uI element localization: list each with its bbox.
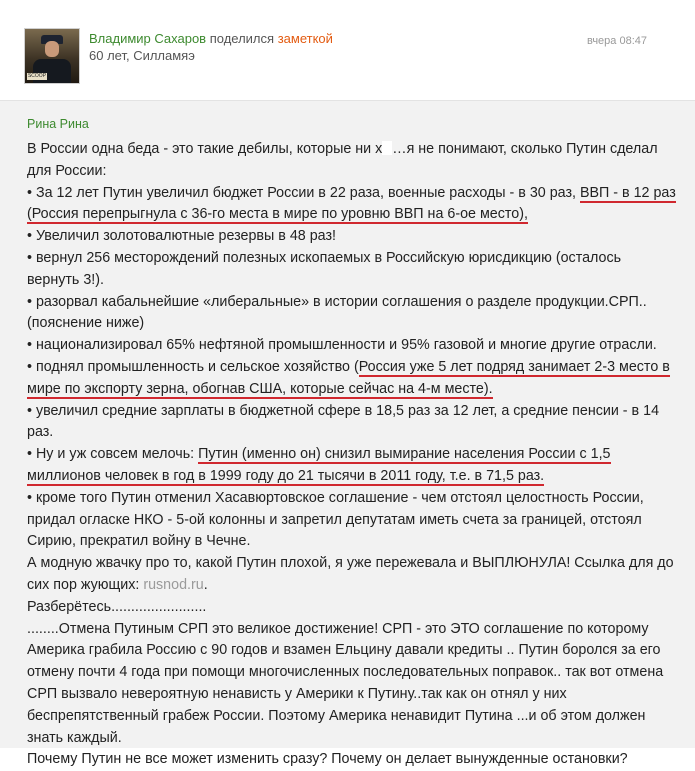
share-action: поделился — [209, 31, 275, 46]
underlined-text: Путин (именно он) снизил вымирание населения России с 1,5 миллионов человек в год в 1999 году до 21 тысячи в 2011 году, т.е. в 71,5 раз. — [27, 446, 611, 484]
note-line: • вернул 256 месторождений полезных ископаемых в Российскую юрисдикцию (осталось вернуть 3!). — [27, 249, 622, 288]
censor-mark — [382, 141, 392, 155]
timestamp: вчера 08:47 — [586, 35, 647, 47]
note-text — [27, 139, 677, 771]
poster-subtitle: 60 лет, Силламяэ — [89, 48, 195, 63]
note-line: ........Отмена Путиным СРП это великое достижение! СРП - это ЭТО соглашение по которому Америка грабила Россию с 90 годов и взамен Ельцину давали кредиты .. Путин боролся за его отмену почти 4 года при помощи многочисленных последовательных поправок.. так вот отмена СРП вызвало невероятную ненависть у Америки к Путину..так как он отнял у них беспрепятственный грабеж России. Поэтому Америка ненавидит Путина ...и об этом должен знать каждый. — [27, 620, 664, 746]
note-line: • За 12 лет Путин увеличил бюджет России в 22 раза, военные расходы - в 30 раз, ВВП - в 12 раз (Россия перепрыгнула с 36-го места в мире по уровню ВВП на 6-ое место), — [27, 184, 676, 223]
note-line: • разорвал кабальнейшие «либеральные» в истории соглашения о разделе продукции.СРП.. (пояснение ниже) — [27, 293, 647, 332]
note-line: Разберётесь........................ — [27, 598, 207, 615]
shared-note-link[interactable]: заметкой — [277, 31, 333, 46]
underlined-text: ВВП - в 12 раз (Россия перепрыгнула с 36-го места в мире по уровню ВВП на 6-ое место), — [27, 184, 676, 223]
note-line: А модную жвачку про то, какой Путин плохой, я уже пережевала и ВЫПЛЮНУЛА! Ссылка для до сих пор жующих: rusnod.ru. — [27, 555, 674, 593]
poster-name-link[interactable]: Владимир Сахаров — [89, 31, 207, 46]
note-line: • Увеличил золотовалютные резервы в 48 раз! — [27, 228, 336, 245]
note-line: В России одна беда - это такие дебилы, которые ни х …я не понимают, сколько Путин сделал для России: — [27, 141, 658, 179]
note-author-link[interactable]: Рина Рина — [27, 117, 89, 131]
post-header — [0, 0, 695, 100]
rusnod-link[interactable]: rusnod.ru — [143, 576, 204, 593]
note-line: • Ну и уж совсем мелочь: Путин (именно он) снизил вымирание населения России с 1,5 миллионов человек в год в 1999 году до 21 тысячи в 2011 году, т.е. в 71,5 раз. — [27, 446, 611, 484]
shared-note — [0, 100, 695, 768]
avatar-badge: SCOOP — [27, 73, 47, 79]
poster-line — [89, 31, 333, 46]
note-line: Почему Путин не все может изменить сразу? Почему он делает вынужденные остановки? — [27, 751, 628, 768]
avatar[interactable] — [24, 28, 80, 84]
avatar-face — [45, 41, 59, 57]
underlined-text: Россия уже 5 лет подряд занимает 2-3 место в мире по экспорту зерна, обогнав США, которые сейчас на 4-м месте). — [27, 358, 670, 397]
note-line: • увеличил средние зарплаты в бюджетной сфере в 18,5 раз за 12 лет, а средние пенсии - в 14 раз. — [27, 402, 660, 441]
note-line: • кроме того Путин отменил Хасавюртовское соглашение - чем отстоял целостность России, придал огласке НКО - 5-ой колонны и запретил депутатам иметь счета за границей, отстоял Сирию, прекратил войну в Чечне. — [27, 489, 644, 550]
note-line: • национализировал 65% нефтяной промышленности и 95% газовой и многие другие отрасли. — [27, 337, 657, 354]
note-line: • поднял промышленность и сельское хозяйство (Россия уже 5 лет подряд занимает 2-3 место в мире по экспорту зерна, обогнав США, которые сейчас на 4-м месте). — [27, 358, 670, 397]
